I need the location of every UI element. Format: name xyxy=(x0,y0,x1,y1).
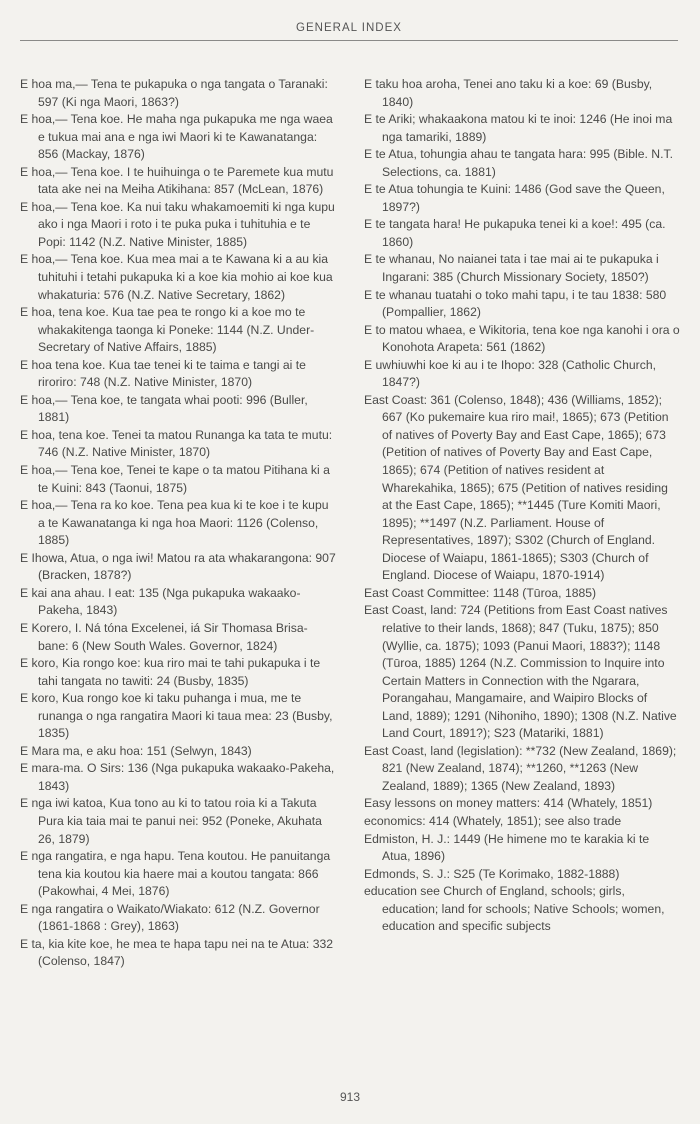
index-entry: E Ihowa, Atua, o nga iwi! Matou ra ata whakarangona: 907 (Bracken, 1878?) xyxy=(20,550,336,583)
index-entry: education see Church of England, schools; girls, education; land for schools; Native Schools; women, education and specific subjects xyxy=(364,884,665,934)
index-entry: East Coast Committee: 1148 (Tūroa, 1885) xyxy=(364,585,597,600)
index-entry: E to matou whaea, e Wikitoria, tena koe nga kanohi i ora o Konohota Arapeta: 561 (1862) xyxy=(364,322,680,355)
index-entry: economics: 414 (Whately, 1851); see also trade xyxy=(364,813,622,828)
index-entry: E nga iwi katoa, Kua tono au ki to tatou roia ki a Takuta Pura kia taia mai te panui nei: 952 (Poneke, Akuhata 26, 1879) xyxy=(20,796,322,846)
index-entry: East Coast: 361 (Colenso, 1848); 436 (Williams, 1852); 667 (Ko pukemaire kua riro mai!, 1865); 673 (Petition of natives of Poverty Bay and East Cape, 1865); 673 (Petition of natives of Poverty Bay and East Cape, 1865); 674 (Petition of natives resident at Wharekahika, 1865); 675 (Petition of natives residing at the East Cape, 1865); **1445 (Ture Komiti Maori, 1895); **1497 (N.Z. Parliament. House of Representatives, 1897); S302 (Church of England. Diocese of Waiapu, 1861-1865); S303 (Church of England. Diocese of Waiapu, 1870-1914) xyxy=(364,392,669,583)
header-rule xyxy=(20,40,678,41)
index-entry: E uwhiuwhi koe ki au i te Ihopo: 328 (Catholic Church, 1847?) xyxy=(364,357,656,390)
index-entry: E hoa,— Tena ra ko koe. Tena pea kua ki te koe i te kupu a te Kawanatanga ki nga hoa Maori: 1126 (Colenso, 1885) xyxy=(20,498,329,548)
index-entry: E hoa tena koe. Kua tae tenei ki te taima e tangi ai te riroriro: 748 (N.Z. Native Minister, 1870) xyxy=(20,357,306,390)
index-entry: E hoa, tena koe. Kua tae pea te rongo ki a koe mo te whakakitenga taonga ki Poneke: 1144 (N.Z. Under-Secretary of Native Affairs, 1885) xyxy=(20,305,315,355)
index-entry: E hoa, tena koe. Tenei ta matou Runanga ka tata te mutu: 746 (N.Z. Native Minister, 1870) xyxy=(20,427,333,460)
index-entry: E nga rangatira, e nga hapu. Tena koutou. He panuitanga tena kia koutou kia haere mai a koutou tangata: 866 (Pakowhai, 4 Mei, 1876) xyxy=(20,849,331,899)
index-entry: E te whanau tuatahi o toko mahi tapu, i te tau 1838: 580 (Pompallier, 1862) xyxy=(364,287,667,320)
index-entry: Edmiston, H. J.: 1449 (He himene mo te karakia ki te Atua, 1896) xyxy=(364,831,650,864)
index-entry: E taku hoa aroha, Tenei ano taku ki a koe: 69 (Busby, 1840) xyxy=(364,77,653,109)
index-entry: E hoa ma,— Tena te pukapuka o nga tangata o Taranaki: 597 (Ki nga Maori, 1863?) xyxy=(20,77,328,109)
index-entry: E hoa,— Tena koe. I te huihuinga o te Paremete kua mutu tata ake nei na Meiha Atikihana: 857 (McLean, 1876) xyxy=(20,164,334,197)
index-entry: E hoa,— Tena koe, te tangata whai pooti: 996 (Buller, 1881) xyxy=(20,392,308,425)
index-entry: E nga rangatira o Waikato/Wiakato: 612 (N.Z. Governor (1861-1868 : Grey), 1863) xyxy=(20,901,320,934)
index-entry: E ta, kia kite koe, he mea te hapa tapu nei na te Atua: 332 (Colenso, 1847) xyxy=(20,936,334,969)
index-entry: Easy lessons on money matters: 414 (Whately, 1851) xyxy=(364,796,653,811)
index-entry: E te whanau, No naianei tata i tae mai ai te pukapuka i Ingarani: 385 (Church Missionary Society, 1850?) xyxy=(364,252,659,285)
index-entry: Edmonds, S. J.: S25 (Te Korimako, 1882-1888) xyxy=(364,866,620,881)
index-column-left xyxy=(20,76,338,971)
index-entry: E te Atua tohungia te Kuini: 1486 (God save the Queen, 1897?) xyxy=(364,182,665,214)
index-entry: E hoa,— Tena koe. Ka nui taku whakamoemiti ki nga kupu ako i nga Maori i roto i te puka puka i tuhituhia e te Popi: 1142 (N.Z. Native Minister, 1885) xyxy=(20,199,335,249)
index-entry: E te Atua, tohungia ahau te tangata hara: 995 (Bible. N.T. Selections, ca. 1881) xyxy=(364,147,673,179)
index-entry: E Korero, I. Ná tóna Excelenei, iá Sir Thomasa Brisa- bane: 6 (New South Wales. Governor, 1824) xyxy=(20,620,308,653)
index-entry: East Coast, land: 724 (Petitions from East Coast natives relative to their lands, 1868); 847 (Tuku, 1875); 850 (Wyllie, ca. 1875); 1093 (Panui Maori, 1883?); 1148 (Tūroa, 1885) 1264 (N.Z. Commission to Inquire into Certain Matters in Connection with the Ngarara, Porangahau, Mangamaire, and Waipiro Blocks of Land, 1889); 1291 (Nihoniho, 1890); 1308 (N.Z. Native Land Court, 1891?); S23 (Matariki, 1881) xyxy=(364,603,677,741)
index-entry: E Mara ma, e aku hoa: 151 (Selwyn, 1843) xyxy=(20,743,252,758)
index-entry: E hoa,— Tena koe. He maha nga pukapuka me nga waea e tukua mai ana e nga iwi Maori ki te Kawanatanga: 856 (Mackay, 1876) xyxy=(20,112,333,162)
index-entry: E kai ana ahau. I eat: 135 (Nga pukapuka wakaako-Pakeha, 1843) xyxy=(20,585,301,618)
index-entry: E koro, Kia rongo koe: kua riro mai te tahi pukapuka i te tahi tangata no tawiti: 24 (Busby, 1835) xyxy=(20,656,321,688)
page-number: 913 xyxy=(339,1090,361,1104)
running-header: GENERAL INDEX xyxy=(296,22,402,34)
index-column-right xyxy=(364,76,680,936)
index-entry: E hoa,— Tena koe. Kua mea mai a te Kawana ki a au kia tuhituhi i tetahi pukapuka ki a koe kia mohio ai koe kua whakaturia: 576 (N.Z. Native Secretary, 1862) xyxy=(20,252,333,302)
index-entry: E te Ariki; whakaakona matou ki te inoi: 1246 (He inoi ma nga tamariki, 1889) xyxy=(364,112,673,144)
index-entry: E mara-ma. O Sirs: 136 (Nga pukapuka wakaako-Pakeha, 1843) xyxy=(20,761,335,793)
index-entry: E hoa,— Tena koe, Tenei te kape o ta matou Pitihana ki a te Kuini: 843 (Taonui, 1875) xyxy=(20,463,330,495)
index-entry: E te tangata hara! He pukapuka tenei ki a koe!: 495 (ca. 1860) xyxy=(364,217,666,249)
index-entry: East Coast, land (legislation): **732 (New Zealand, 1869); 821 (New Zealand, 1874); **1260, **1263 (New Zealand, 1889); 1365 (New Zealand, 1893) xyxy=(364,743,677,793)
index-entry: E koro, Kua rongo koe ki taku puhanga i mua, me te runanga o nga rangatira Maori ki taua mea: 23 (Busby, 1835) xyxy=(20,691,333,741)
